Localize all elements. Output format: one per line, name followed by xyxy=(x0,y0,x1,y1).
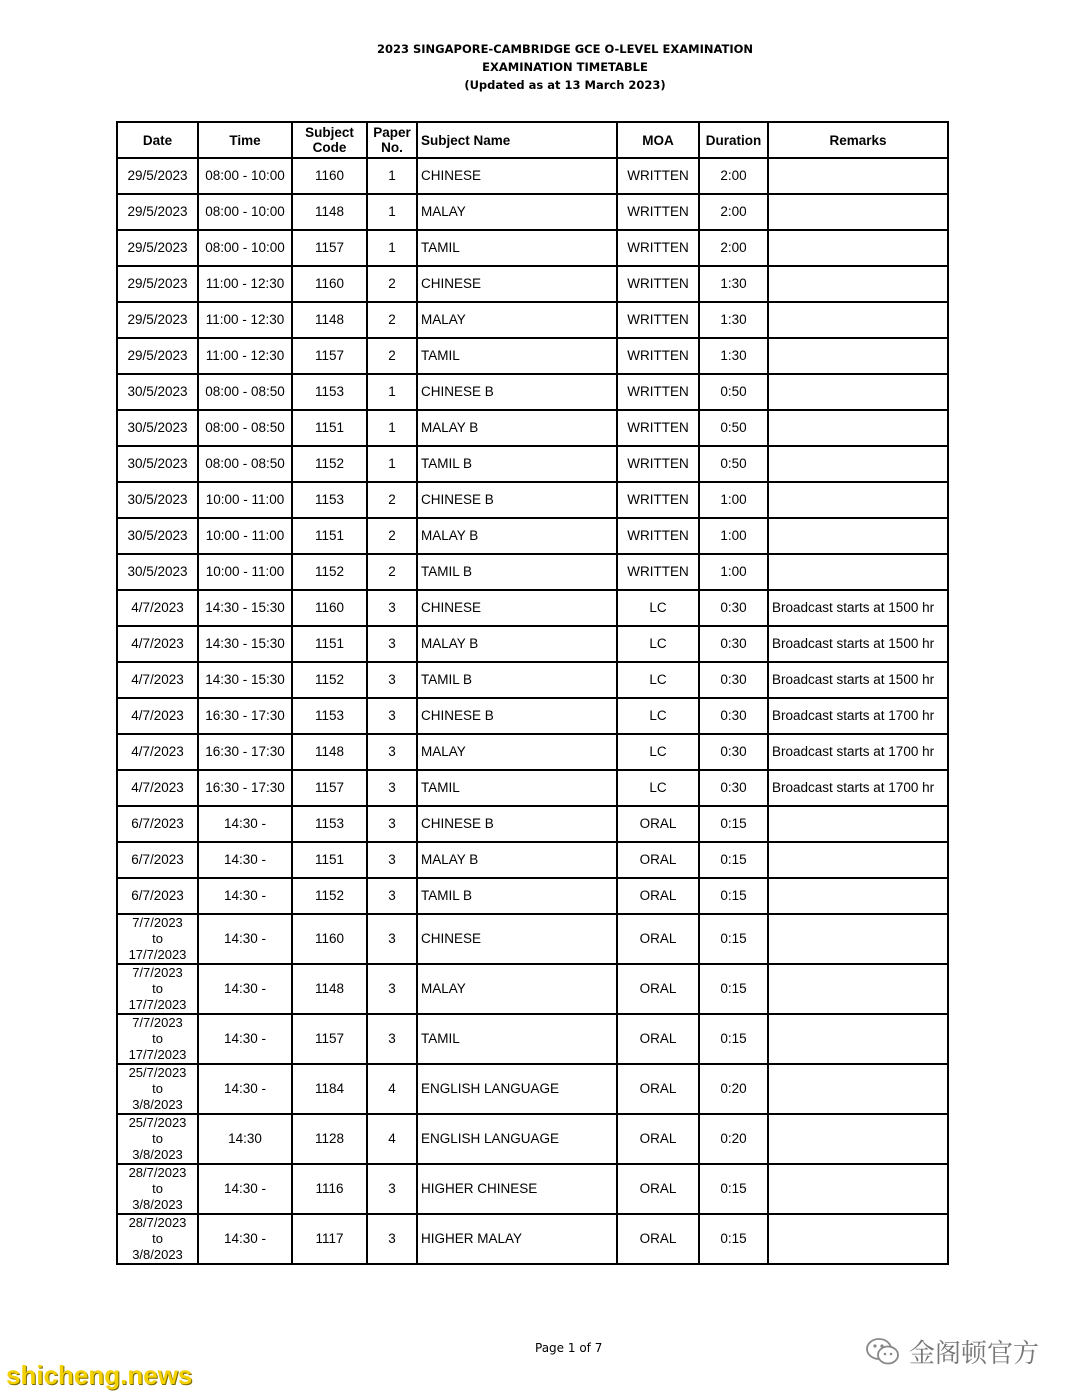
cell-moa: ORAL xyxy=(617,842,699,878)
cell-remarks xyxy=(768,1114,948,1164)
cell-date-sep: to xyxy=(152,1231,163,1246)
cell-moa: ORAL xyxy=(617,1064,699,1114)
cell-subject-name: CHINESE B xyxy=(417,374,617,410)
cell-paper-no: 1 xyxy=(367,374,417,410)
table-row xyxy=(117,626,948,662)
cell-duration: 0:30 xyxy=(699,626,768,662)
cell-time: 16:30 - 17:30 xyxy=(198,698,292,734)
cell-date: 30/5/2023 xyxy=(117,482,198,518)
wechat-icon xyxy=(865,1337,901,1367)
cell-time: 14:30 - xyxy=(198,806,292,842)
cell-subject-code: 1153 xyxy=(292,698,367,734)
table-row xyxy=(117,842,948,878)
cell-date-sep: to xyxy=(152,1131,163,1146)
cell-remarks xyxy=(768,806,948,842)
cell-date: 29/5/2023 xyxy=(117,338,198,374)
cell-duration: 0:30 xyxy=(699,770,768,806)
cell-date: 4/7/2023 xyxy=(117,590,198,626)
cell-paper-no: 1 xyxy=(367,410,417,446)
cell-date-from: 28/7/2023 xyxy=(128,1215,187,1230)
cell-subject-code: 1160 xyxy=(292,590,367,626)
table-row xyxy=(117,1114,948,1164)
table-row xyxy=(117,1014,948,1064)
cell-moa: WRITTEN xyxy=(617,374,699,410)
cell-moa: ORAL xyxy=(617,1214,699,1264)
cell-date xyxy=(117,1064,198,1114)
cell-moa: WRITTEN xyxy=(617,158,699,194)
table-row xyxy=(117,590,948,626)
cell-subject-code: 1153 xyxy=(292,374,367,410)
cell-time: 14:30 - 15:30 xyxy=(198,626,292,662)
col-duration: Duration xyxy=(699,122,768,158)
cell-subject-code: 1151 xyxy=(292,626,367,662)
cell-duration: 1:00 xyxy=(699,518,768,554)
cell-remarks xyxy=(768,158,948,194)
cell-subject-code: 1157 xyxy=(292,230,367,266)
cell-subject-name: MALAY B xyxy=(417,518,617,554)
cell-moa: ORAL xyxy=(617,806,699,842)
cell-time: 14:30 - xyxy=(198,1214,292,1264)
table-row xyxy=(117,266,948,302)
cell-moa: LC xyxy=(617,590,699,626)
cell-time: 08:00 - 10:00 xyxy=(198,230,292,266)
cell-subject-name: ENGLISH LANGUAGE xyxy=(417,1064,617,1114)
cell-moa: LC xyxy=(617,698,699,734)
cell-time: 10:00 - 11:00 xyxy=(198,518,292,554)
cell-paper-no: 3 xyxy=(367,914,417,964)
cell-date: 30/5/2023 xyxy=(117,518,198,554)
cell-date-to: 3/8/2023 xyxy=(132,1197,183,1212)
cell-paper-no: 3 xyxy=(367,806,417,842)
cell-subject-code: 1151 xyxy=(292,410,367,446)
cell-date: 30/5/2023 xyxy=(117,410,198,446)
table-row xyxy=(117,194,948,230)
cell-subject-code: 1160 xyxy=(292,266,367,302)
table-row xyxy=(117,338,948,374)
cell-date-sep: to xyxy=(152,931,163,946)
table-row xyxy=(117,770,948,806)
cell-paper-no: 1 xyxy=(367,194,417,230)
cell-date: 4/7/2023 xyxy=(117,770,198,806)
cell-paper-no: 2 xyxy=(367,266,417,302)
cell-subject-name: TAMIL B xyxy=(417,554,617,590)
cell-paper-no: 3 xyxy=(367,590,417,626)
cell-date-sep: to xyxy=(152,981,163,996)
table-row xyxy=(117,554,948,590)
cell-paper-no: 3 xyxy=(367,1214,417,1264)
cell-moa: ORAL xyxy=(617,1114,699,1164)
cell-moa: LC xyxy=(617,626,699,662)
cell-subject-name: MALAY B xyxy=(417,626,617,662)
cell-subject-code: 1157 xyxy=(292,338,367,374)
cell-remarks xyxy=(768,446,948,482)
cell-paper-no: 4 xyxy=(367,1114,417,1164)
cell-subject-code: 1116 xyxy=(292,1164,367,1214)
cell-duration: 2:00 xyxy=(699,194,768,230)
header-row xyxy=(117,122,948,158)
cell-duration: 0:20 xyxy=(699,1114,768,1164)
cell-subject-name: MALAY xyxy=(417,734,617,770)
cell-date-from: 7/7/2023 xyxy=(132,1015,183,1030)
cell-moa: WRITTEN xyxy=(617,518,699,554)
col-subject-code-l2: Code xyxy=(312,140,347,155)
cell-time: 14:30 - xyxy=(198,914,292,964)
col-remarks: Remarks xyxy=(768,122,948,158)
cell-subject-code: 1153 xyxy=(292,806,367,842)
updated-note: (Updated as at 13 March 2023) xyxy=(464,78,666,92)
table-row xyxy=(117,878,948,914)
cell-duration: 0:15 xyxy=(699,806,768,842)
cell-moa: WRITTEN xyxy=(617,482,699,518)
cell-subject-name: CHINESE xyxy=(417,590,617,626)
cell-duration: 1:30 xyxy=(699,338,768,374)
cell-duration: 0:50 xyxy=(699,446,768,482)
col-subject-name: Subject Name xyxy=(417,122,617,158)
cell-remarks xyxy=(768,194,948,230)
cell-remarks xyxy=(768,914,948,964)
cell-time: 08:00 - 08:50 xyxy=(198,374,292,410)
cell-subject-name: TAMIL xyxy=(417,1014,617,1064)
cell-date: 6/7/2023 xyxy=(117,806,198,842)
cell-moa: WRITTEN xyxy=(617,194,699,230)
cell-subject-name: HIGHER MALAY xyxy=(417,1214,617,1264)
cell-subject-name: CHINESE xyxy=(417,158,617,194)
cell-remarks xyxy=(768,302,948,338)
watermark-right xyxy=(865,1333,1039,1370)
cell-duration: 0:15 xyxy=(699,1164,768,1214)
cell-time: 08:00 - 10:00 xyxy=(198,194,292,230)
cell-duration: 0:50 xyxy=(699,374,768,410)
col-paper-no xyxy=(367,122,417,158)
cell-subject-code: 1184 xyxy=(292,1064,367,1114)
cell-moa: ORAL xyxy=(617,1014,699,1064)
cell-remarks xyxy=(768,518,948,554)
cell-duration: 1:30 xyxy=(699,302,768,338)
cell-duration: 2:00 xyxy=(699,230,768,266)
col-subject-code xyxy=(292,122,367,158)
col-date: Date xyxy=(117,122,198,158)
cell-date xyxy=(117,964,198,1014)
cell-subject-name: CHINESE B xyxy=(417,806,617,842)
cell-subject-code: 1151 xyxy=(292,842,367,878)
cell-date-from: 28/7/2023 xyxy=(128,1165,187,1180)
cell-remarks xyxy=(768,842,948,878)
cell-date-to: 3/8/2023 xyxy=(132,1247,183,1262)
cell-moa: WRITTEN xyxy=(617,554,699,590)
cell-moa: WRITTEN xyxy=(617,410,699,446)
cell-subject-code: 1148 xyxy=(292,194,367,230)
col-moa: MOA xyxy=(617,122,699,158)
cell-subject-code: 1117 xyxy=(292,1214,367,1264)
cell-moa: ORAL xyxy=(617,878,699,914)
cell-paper-no: 2 xyxy=(367,302,417,338)
cell-remarks xyxy=(768,482,948,518)
cell-subject-name: HIGHER CHINESE xyxy=(417,1164,617,1214)
cell-subject-code: 1148 xyxy=(292,302,367,338)
table-row xyxy=(117,302,948,338)
cell-remarks xyxy=(768,1064,948,1114)
watermark-right-text: 金阁顿官方 xyxy=(909,1338,1040,1368)
cell-time: 14:30 xyxy=(198,1114,292,1164)
cell-subject-code: 1151 xyxy=(292,518,367,554)
cell-moa: WRITTEN xyxy=(617,338,699,374)
cell-time: 16:30 - 17:30 xyxy=(198,770,292,806)
table-row xyxy=(117,806,948,842)
cell-date-to: 17/7/2023 xyxy=(128,1047,187,1062)
cell-date: 29/5/2023 xyxy=(117,266,198,302)
table-row xyxy=(117,914,948,964)
cell-subject-code: 1148 xyxy=(292,964,367,1014)
cell-date: 30/5/2023 xyxy=(117,374,198,410)
cell-duration: 1:00 xyxy=(699,554,768,590)
cell-time: 14:30 - 15:30 xyxy=(198,662,292,698)
table-row xyxy=(117,374,948,410)
cell-remarks xyxy=(768,266,948,302)
cell-duration: 0:15 xyxy=(699,842,768,878)
cell-remarks: Broadcast starts at 1500 hr xyxy=(768,590,948,626)
cell-moa: LC xyxy=(617,662,699,698)
col-paper-no-l1: Paper xyxy=(373,125,411,140)
table-row xyxy=(117,446,948,482)
cell-date: 4/7/2023 xyxy=(117,626,198,662)
cell-remarks xyxy=(768,374,948,410)
exam-title: 2023 SINGAPORE-CAMBRIDGE GCE O-LEVEL EXAMINATION xyxy=(376,42,754,56)
cell-time: 14:30 - xyxy=(198,1014,292,1064)
page-number: Page 1 of 7 xyxy=(535,1341,603,1355)
table-row xyxy=(117,158,948,194)
table-row xyxy=(117,1064,948,1114)
cell-paper-no: 2 xyxy=(367,518,417,554)
cell-date: 29/5/2023 xyxy=(117,194,198,230)
cell-date-to: 17/7/2023 xyxy=(128,947,187,962)
cell-moa: WRITTEN xyxy=(617,446,699,482)
cell-paper-no: 3 xyxy=(367,626,417,662)
cell-time: 16:30 - 17:30 xyxy=(198,734,292,770)
cell-duration: 1:00 xyxy=(699,482,768,518)
cell-duration: 0:30 xyxy=(699,662,768,698)
watermark-left: shicheng.news xyxy=(6,1360,193,1390)
table-row xyxy=(117,734,948,770)
cell-date-sep: to xyxy=(152,1081,163,1096)
cell-remarks xyxy=(768,230,948,266)
cell-time: 08:00 - 10:00 xyxy=(198,158,292,194)
cell-remarks: Broadcast starts at 1500 hr xyxy=(768,626,948,662)
cell-paper-no: 3 xyxy=(367,770,417,806)
cell-paper-no: 1 xyxy=(367,446,417,482)
cell-subject-name: CHINESE B xyxy=(417,482,617,518)
cell-subject-name: TAMIL B xyxy=(417,878,617,914)
cell-date xyxy=(117,1214,198,1264)
cell-remarks: Broadcast starts at 1700 hr xyxy=(768,698,948,734)
cell-paper-no: 3 xyxy=(367,842,417,878)
cell-subject-name: MALAY B xyxy=(417,410,617,446)
cell-time: 14:30 - xyxy=(198,842,292,878)
cell-subject-code: 1152 xyxy=(292,662,367,698)
document-header xyxy=(0,40,1080,94)
cell-date-from: 7/7/2023 xyxy=(132,965,183,980)
cell-subject-code: 1160 xyxy=(292,158,367,194)
cell-time: 08:00 - 08:50 xyxy=(198,446,292,482)
cell-remarks xyxy=(768,410,948,446)
cell-paper-no: 3 xyxy=(367,964,417,1014)
cell-date: 30/5/2023 xyxy=(117,554,198,590)
cell-duration: 0:15 xyxy=(699,964,768,1014)
cell-remarks: Broadcast starts at 1700 hr xyxy=(768,770,948,806)
cell-time: 14:30 - xyxy=(198,1164,292,1214)
cell-remarks: Broadcast starts at 1500 hr xyxy=(768,662,948,698)
cell-time: 14:30 - xyxy=(198,964,292,1014)
cell-subject-name: MALAY xyxy=(417,194,617,230)
cell-paper-no: 1 xyxy=(367,230,417,266)
exam-timetable xyxy=(116,121,949,1265)
table-row xyxy=(117,1164,948,1214)
cell-date-from: 25/7/2023 xyxy=(128,1065,187,1080)
cell-duration: 0:15 xyxy=(699,1214,768,1264)
cell-duration: 0:15 xyxy=(699,1014,768,1064)
cell-date xyxy=(117,1164,198,1214)
table-row xyxy=(117,230,948,266)
cell-duration: 0:15 xyxy=(699,914,768,964)
cell-paper-no: 3 xyxy=(367,698,417,734)
cell-paper-no: 2 xyxy=(367,482,417,518)
cell-date xyxy=(117,914,198,964)
cell-moa: LC xyxy=(617,770,699,806)
cell-paper-no: 3 xyxy=(367,734,417,770)
cell-date-sep: to xyxy=(152,1031,163,1046)
cell-date: 6/7/2023 xyxy=(117,878,198,914)
cell-time: 14:30 - xyxy=(198,878,292,914)
cell-date: 29/5/2023 xyxy=(117,302,198,338)
cell-remarks xyxy=(768,1214,948,1264)
cell-subject-code: 1152 xyxy=(292,554,367,590)
cell-subject-name: TAMIL xyxy=(417,338,617,374)
cell-time: 11:00 - 12:30 xyxy=(198,302,292,338)
cell-time: 14:30 - xyxy=(198,1064,292,1114)
cell-subject-code: 1160 xyxy=(292,914,367,964)
col-paper-no-l2: No. xyxy=(381,140,403,155)
cell-date: 4/7/2023 xyxy=(117,734,198,770)
cell-duration: 0:20 xyxy=(699,1064,768,1114)
cell-moa: WRITTEN xyxy=(617,302,699,338)
cell-date-to: 3/8/2023 xyxy=(132,1097,183,1112)
col-time: Time xyxy=(198,122,292,158)
cell-time: 14:30 - 15:30 xyxy=(198,590,292,626)
table-row xyxy=(117,698,948,734)
cell-date: 6/7/2023 xyxy=(117,842,198,878)
cell-subject-name: TAMIL B xyxy=(417,662,617,698)
cell-subject-name: ENGLISH LANGUAGE xyxy=(417,1114,617,1164)
cell-subject-code: 1153 xyxy=(292,482,367,518)
table-row xyxy=(117,662,948,698)
cell-duration: 0:30 xyxy=(699,590,768,626)
cell-date: 4/7/2023 xyxy=(117,698,198,734)
cell-remarks xyxy=(768,554,948,590)
cell-time: 11:00 - 12:30 xyxy=(198,338,292,374)
table-row xyxy=(117,518,948,554)
cell-date-from: 7/7/2023 xyxy=(132,915,183,930)
cell-paper-no: 3 xyxy=(367,878,417,914)
cell-subject-name: TAMIL xyxy=(417,230,617,266)
cell-paper-no: 4 xyxy=(367,1064,417,1114)
cell-subject-code: 1157 xyxy=(292,1014,367,1064)
cell-time: 11:00 - 12:30 xyxy=(198,266,292,302)
cell-moa: WRITTEN xyxy=(617,230,699,266)
cell-duration: 0:30 xyxy=(699,734,768,770)
cell-subject-code: 1152 xyxy=(292,446,367,482)
cell-date-to: 17/7/2023 xyxy=(128,997,187,1012)
cell-duration: 0:15 xyxy=(699,878,768,914)
cell-paper-no: 2 xyxy=(367,554,417,590)
cell-date: 29/5/2023 xyxy=(117,158,198,194)
cell-time: 08:00 - 08:50 xyxy=(198,410,292,446)
cell-subject-code: 1152 xyxy=(292,878,367,914)
cell-paper-no: 2 xyxy=(367,338,417,374)
cell-time: 10:00 - 11:00 xyxy=(198,554,292,590)
cell-date-sep: to xyxy=(152,1181,163,1196)
cell-subject-name: TAMIL B xyxy=(417,446,617,482)
cell-subject-name: TAMIL xyxy=(417,770,617,806)
cell-subject-name: CHINESE xyxy=(417,914,617,964)
timetable-body xyxy=(117,158,948,1264)
timetable-title: EXAMINATION TIMETABLE xyxy=(482,60,648,74)
cell-paper-no: 1 xyxy=(367,158,417,194)
cell-moa: ORAL xyxy=(617,964,699,1014)
cell-date: 30/5/2023 xyxy=(117,446,198,482)
cell-paper-no: 3 xyxy=(367,1164,417,1214)
cell-subject-name: MALAY B xyxy=(417,842,617,878)
cell-date: 4/7/2023 xyxy=(117,662,198,698)
cell-duration: 0:30 xyxy=(699,698,768,734)
cell-remarks xyxy=(768,338,948,374)
cell-subject-code: 1128 xyxy=(292,1114,367,1164)
cell-subject-name: CHINESE xyxy=(417,266,617,302)
cell-remarks xyxy=(768,964,948,1014)
table-row xyxy=(117,410,948,446)
cell-remarks xyxy=(768,1164,948,1214)
table-row xyxy=(117,964,948,1014)
cell-remarks: Broadcast starts at 1700 hr xyxy=(768,734,948,770)
cell-date: 29/5/2023 xyxy=(117,230,198,266)
cell-subject-code: 1148 xyxy=(292,734,367,770)
cell-subject-code: 1157 xyxy=(292,770,367,806)
cell-subject-name: MALAY xyxy=(417,302,617,338)
cell-subject-name: MALAY xyxy=(417,964,617,1014)
cell-duration: 2:00 xyxy=(699,158,768,194)
cell-date xyxy=(117,1114,198,1164)
cell-date-from: 25/7/2023 xyxy=(128,1115,187,1130)
cell-date-to: 3/8/2023 xyxy=(132,1147,183,1162)
cell-paper-no: 3 xyxy=(367,662,417,698)
cell-paper-no: 3 xyxy=(367,1014,417,1064)
cell-moa: ORAL xyxy=(617,914,699,964)
cell-date xyxy=(117,1014,198,1064)
table-row xyxy=(117,1214,948,1264)
cell-subject-name: CHINESE B xyxy=(417,698,617,734)
cell-moa: LC xyxy=(617,734,699,770)
table-row xyxy=(117,482,948,518)
cell-moa: ORAL xyxy=(617,1164,699,1214)
cell-moa: WRITTEN xyxy=(617,266,699,302)
cell-duration: 1:30 xyxy=(699,266,768,302)
cell-remarks xyxy=(768,1014,948,1064)
cell-duration: 0:50 xyxy=(699,410,768,446)
cell-time: 10:00 - 11:00 xyxy=(198,482,292,518)
cell-remarks xyxy=(768,878,948,914)
col-subject-code-l1: Subject xyxy=(305,125,354,140)
